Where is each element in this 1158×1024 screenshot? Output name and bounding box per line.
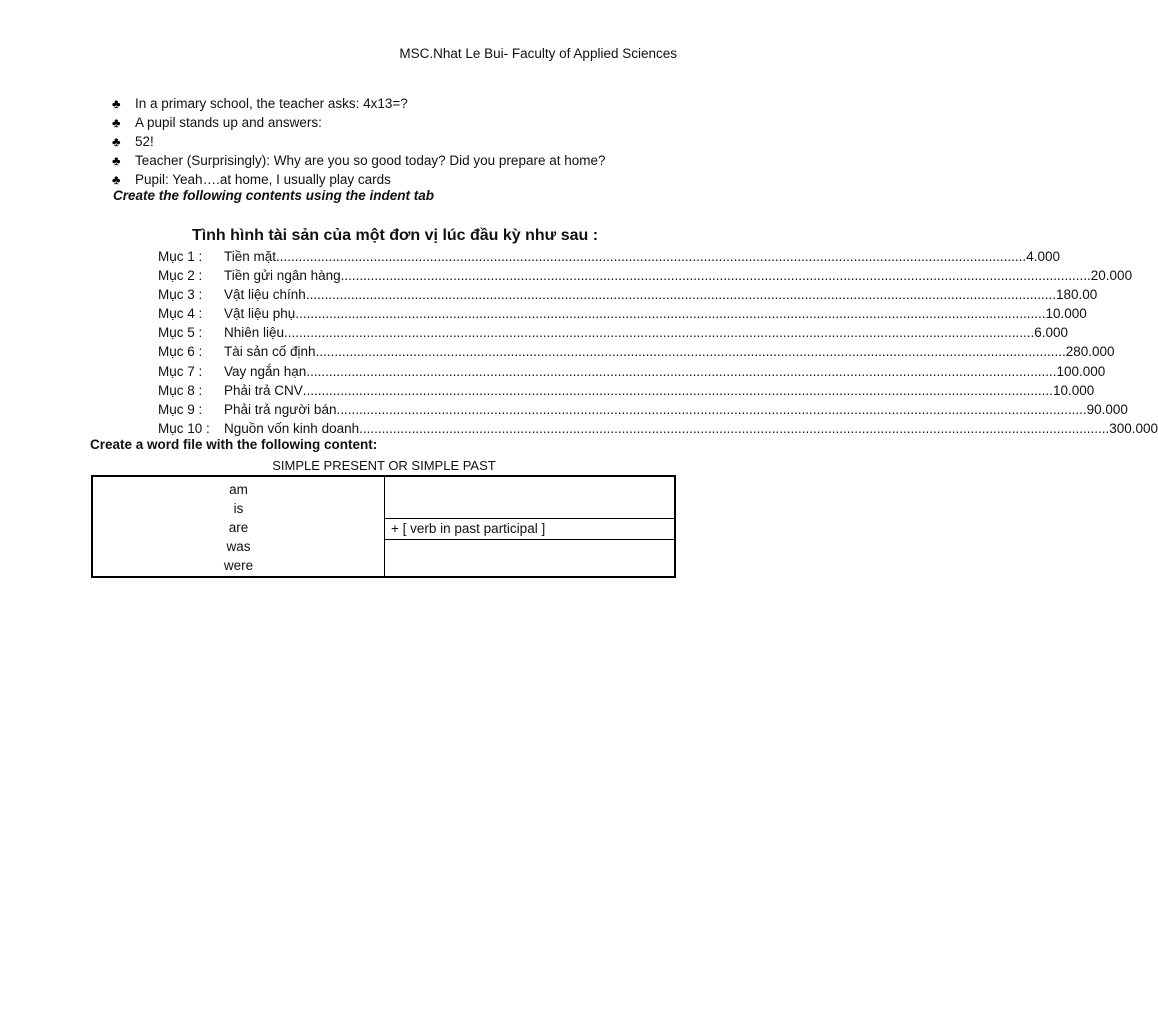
asset-value: 20.000 <box>1090 268 1133 284</box>
dot-leader: ........................................................................................................................................................................................................ <box>305 287 1056 303</box>
asset-value: 6.000 <box>1034 325 1068 341</box>
dot-leader: ........................................................................................................................................................................................................ <box>315 344 1066 360</box>
asset-row <box>158 325 1068 344</box>
asset-label: Mục 2 : <box>158 268 203 284</box>
be-verbs-cell <box>93 477 385 576</box>
asset-name: Phải trả CNV <box>224 382 303 398</box>
asset-name: Vật liệu phụ <box>224 306 296 322</box>
asset-label: Mục 5 : <box>158 325 203 341</box>
club-bullet-icon: ♣ <box>112 134 121 149</box>
asset-value: 180.00 <box>1055 287 1098 303</box>
asset-label: Mục 10 : <box>158 420 210 436</box>
bullet-item <box>112 170 606 189</box>
asset-row <box>158 363 1106 383</box>
joke-bullet-list <box>112 94 606 189</box>
be-verb: were <box>223 558 254 573</box>
club-bullet-icon: ♣ <box>112 153 121 168</box>
asset-name: Tiền gửi ngân hàng <box>224 268 341 284</box>
dot-leader: ........................................................................................................................................................................................................ <box>276 249 1027 264</box>
asset-label: Mục 3 : <box>158 287 203 303</box>
asset-name: Tài sản cố định <box>224 344 316 360</box>
dot-leader: ........................................................................................................................................................................................................ <box>306 363 1057 379</box>
asset-label: Mục 7 : <box>158 363 203 379</box>
asset-value: 4.000 <box>1026 249 1060 264</box>
be-verb: is <box>233 501 244 516</box>
club-bullet-icon: ♣ <box>112 96 121 111</box>
club-bullet-icon: ♣ <box>112 115 121 130</box>
asset-value: 90.000 <box>1086 401 1128 417</box>
page-header: MSC.Nhat Le Bui- Faculty of Applied Sciences <box>399 46 677 61</box>
asset-row <box>158 401 1128 421</box>
asset-value: 300.000 <box>1109 420 1158 436</box>
asset-row <box>158 344 1115 363</box>
bullet-text: Pupil: Yeah….at home, I usually play cards <box>135 172 391 187</box>
asset-list-title: Tình hình tài sản của một đơn vị lúc đầu kỳ như sau : <box>191 227 599 244</box>
asset-name: Nguồn vốn kinh doanh <box>224 420 360 436</box>
dot-leader: ........................................................................................................................................................................................................ <box>295 306 1046 322</box>
empty-cell-top <box>385 477 674 519</box>
table-caption: SIMPLE PRESENT OR SIMPLE PAST <box>272 458 496 473</box>
empty-cell-bottom <box>385 540 674 576</box>
bullet-text: 52! <box>135 134 154 149</box>
club-bullet-icon: ♣ <box>112 172 121 187</box>
bullet-text: Teacher (Surprisingly): Why are you so good today? Did you prepare at home? <box>135 153 606 168</box>
asset-label: Mục 6 : <box>158 344 203 360</box>
asset-name: Tiền mặt <box>224 249 277 264</box>
bullet-text: In a primary school, the teacher asks: 4x13=? <box>135 96 408 111</box>
be-verb: was <box>226 539 251 554</box>
bullet-item <box>112 151 606 170</box>
asset-value: 10.000 <box>1052 382 1095 398</box>
bullet-item <box>112 132 606 151</box>
asset-row <box>158 382 1095 402</box>
asset-name: Vật liệu chính <box>224 287 306 303</box>
right-column <box>385 477 674 576</box>
word-exercise-heading: Create a word file with the following content: <box>90 437 378 452</box>
indent-exercise-heading: Create the following contents using the indent tab <box>113 188 435 203</box>
asset-value: 10.000 <box>1045 306 1087 322</box>
asset-label: Mục 4 : <box>158 306 203 322</box>
asset-row <box>158 268 1133 287</box>
dot-leader: ........................................................................................................................................................................................................ <box>359 420 1110 436</box>
dot-leader: ........................................................................................................................................................................................................ <box>336 401 1087 417</box>
be-verb: am <box>229 482 248 497</box>
asset-label: Mục 1 : <box>158 249 203 264</box>
bullet-item <box>112 113 606 132</box>
dot-leader: ........................................................................................................................................................................................................ <box>302 382 1053 398</box>
asset-list <box>158 249 1158 440</box>
asset-value: 100.000 <box>1056 363 1106 379</box>
asset-label: Mục 9 : <box>158 401 203 417</box>
asset-row <box>158 249 1060 268</box>
asset-row <box>158 287 1098 306</box>
grammar-table <box>91 475 676 578</box>
bullet-text: A pupil stands up and answers: <box>135 115 322 130</box>
past-participle-cell: + [ verb in past participal ] <box>385 519 674 540</box>
asset-value: 280.000 <box>1065 344 1115 360</box>
asset-name: Vay ngắn hạn <box>224 363 307 379</box>
asset-name: Nhiên liệu <box>224 325 285 341</box>
dot-leader: ........................................................................................................................................................................................................ <box>340 268 1091 284</box>
be-verb: are <box>228 520 249 535</box>
asset-row <box>158 306 1087 325</box>
asset-name: Phải trả người bán <box>224 401 337 417</box>
bullet-item <box>112 94 606 113</box>
dot-leader: ........................................................................................................................................................................................................ <box>284 325 1035 341</box>
asset-label: Mục 8 : <box>158 382 203 398</box>
